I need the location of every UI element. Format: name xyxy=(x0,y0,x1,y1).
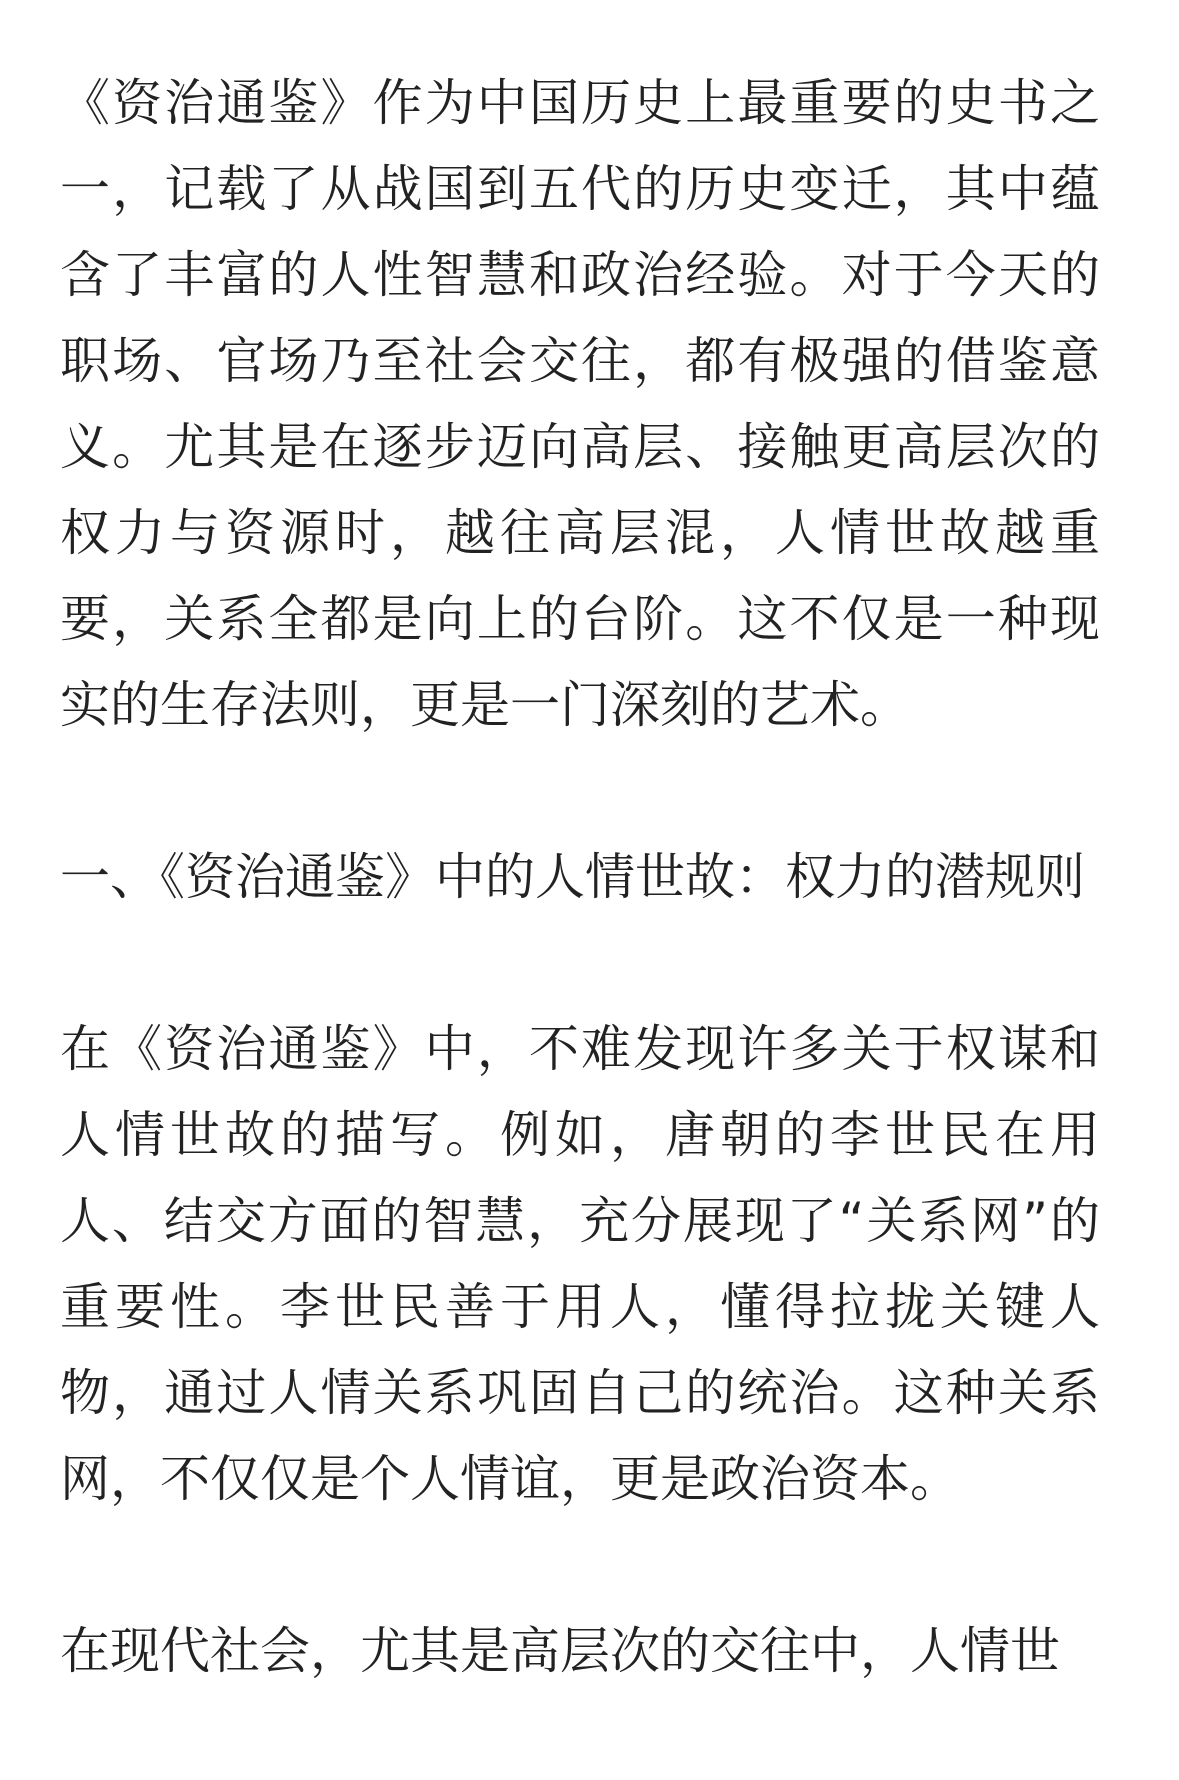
body-paragraph: 在《资治通鉴》中，不难发现许多关于权谋和人情世故的描写。例如，唐朝的李世民在用人、结交方面的智慧，充分展现了“关系网”的重要性。李世民善于用人，懂得拉拢关键人物，通过人情关系巩固自己的统治。这种关系网，不仅仅是个人情谊，更是政治资本。 xyxy=(60,1020,1100,1508)
body-paragraph-truncated: 在现代社会，尤其是高层次的交往中，人情世 xyxy=(60,1622,1060,1680)
section-heading: 一、《资治通鉴》中的人情世故：权力的潜规则 xyxy=(60,848,1085,906)
article-body xyxy=(60,60,1100,1780)
intro-paragraph: 《资治通鉴》作为中国历史上最重要的史书之一，记载了从战国到五代的历史变迁，其中蕴含了丰富的人性智慧和政治经验。对于今天的职场、官场乃至社会交往，都有极强的借鉴意义。尤其是在逐步迈向高层、接触更高层次的权力与资源时，越往高层混，人情世故越重要，关系全都是向上的台阶。这不仅是一种现实的生存法则，更是一门深刻的艺术。 xyxy=(60,74,1100,734)
